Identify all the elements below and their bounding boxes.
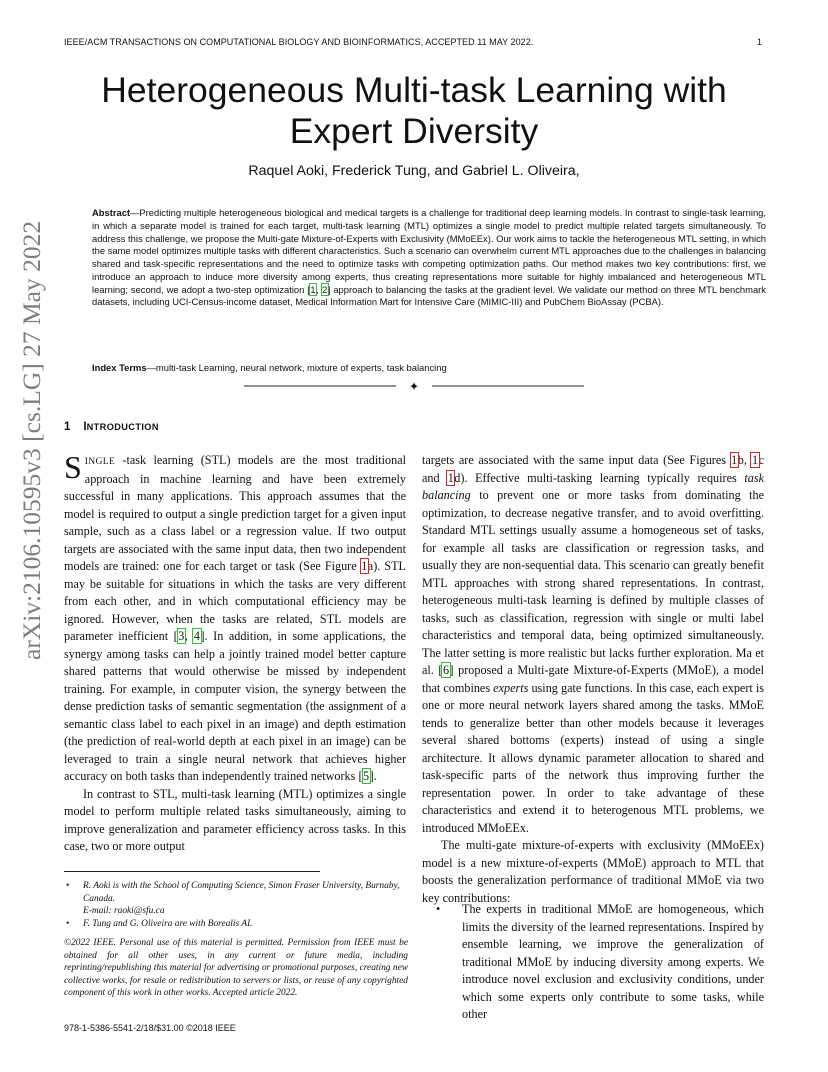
right-column xyxy=(422,452,764,907)
index-terms-label: Index Terms xyxy=(92,362,147,373)
index-terms xyxy=(92,362,766,373)
text: d). Effective multi-tasking learning typically requires xyxy=(454,470,745,485)
list-item: • The experts in traditional MMoE are homogeneous, which limits the diversity of the learned representations. Inspired by ensemble learning, we improve the generalization of traditional MMoE by inducing diversity among experts. We introduce novel exclusion and exclusivity conditions, under which some experts only contribute to some tasks, while other xyxy=(422,901,764,1024)
abstract-tail: approach to balancing the tasks at the gradient level. We validate our method on three MTL benchmark datasets, including UCI-Census-income dataset, Medical Information Mart for Intensive Care (MIMIC-III) and PubChem BioAssay (PCBA). xyxy=(92,283,766,308)
citation-link[interactable]: 3 xyxy=(178,629,185,643)
abstract-label: Abstract xyxy=(92,207,131,218)
footnote-rule xyxy=(64,871,320,872)
contribution-list xyxy=(422,901,764,1024)
text: b, xyxy=(737,453,752,467)
footnotes xyxy=(64,880,408,1000)
section-number: 1 xyxy=(64,421,71,433)
abstract-text: —Predicting multiple heterogeneous biological and medical targets is a challenge for traditional deep learning models. In contrast to single-task learning, in which a separate model is trained for each target, multi-task learning (MTL) optimizes a single model to predict multiple related targets simultaneously. To address this challenge, we propose the Multi-gate Mixture-of-Experts with Exclusivity (MMoEEx). Our work aims to tackle the heterogeneous MTL setting, in which the same model optimizes multiple tasks with different characteristics. Such a scenario can overwhelm current MTL approaches due to the challenges in balancing shared and task-specific representations and the need to optimize tasks with competing optimization paths. Our method makes two key contributions: first, we introduce an approach to induce more diversity among experts, thus creating representations more suitable for highly imbalanced and heterogeneous MTL learning; second, we adopt a two-step optimization xyxy=(92,207,766,295)
copyright-notice: ©2022 IEEE. Personal use of this material is permitted. Permission from IEEE must be obtained for all other uses, in any current or future media, including reprinting/republishing this material for advertising or promotional purposes, creating new collective works, for resale or redistribution to servers or lists, or reuse of any copyrighted component of this work in other works. Accepted article 2022. xyxy=(64,938,408,998)
paragraph xyxy=(64,449,407,786)
index-terms-text: —multi-task Learning, neural network, mixture of experts, task balancing xyxy=(146,362,447,373)
citation-link[interactable]: 1 xyxy=(310,283,316,295)
separator: , xyxy=(316,283,322,295)
text: targets are associated with the same input data (See Figures xyxy=(422,453,731,467)
emphasis: task balancing xyxy=(422,470,764,502)
small-caps-word: INGLE xyxy=(84,456,116,467)
divider-star-icon: ✦ xyxy=(408,379,420,394)
paragraph xyxy=(422,452,764,837)
citation-link[interactable]: 2 xyxy=(322,283,328,295)
text: to prevent one or more tasks from dominating the optimization, to decrease negative transfer, and to avoid overfitting. Standard MTL settings usually assume a homogeneous set of tasks, for example all tasks are classification or regression tasks, and usually they are non-sequential data. This scenario can greatly benefit MTL approaches with strong shared representations. In contrast, heterogeneous multi-task learning is defined by multiple classes of tasks, such as classification, regression with single or multi label characteristics and temporal data, being optimized simultaneously. The latter setting is more realistic but lacks further exploration. Ma et al. [ xyxy=(422,488,764,677)
paragraph: In contrast to STL, multi-task learning (MTL) optimizes a single model to perform multiple related tasks simultaneously, aiming to improve generalization and parameter efficiency across tasks. In this case, two or more output xyxy=(64,786,406,853)
section-title-initial: I xyxy=(83,421,87,433)
section-divider xyxy=(244,378,584,394)
text: using gate functions. In this case, each expert is one or more neural network layers shared among the tasks. MMoE tends to generalize better than other models because it leverages several shared bottoms (experts) instead of using a single architecture. It allows dynamic parameter allocation to shared and task-specific parts of the network thus improving further the representation power. In order to take advantage of these characteristics and extend it to heterogenous MTL problems, we introduced MMoEEx. xyxy=(422,680,765,835)
citation-link[interactable]: 5 xyxy=(363,769,370,783)
isbn-line: 978-1-5386-5541-2/18/$31.00 ©2018 IEEE xyxy=(64,1023,236,1033)
text: -task learning (STL) models are the most traditional approach in machine learning and have been extremely successful in many applications. This approach assumes that the model is required to output a single prediction target for a given input sample, such as a class label or a regression value. If two output targets are associated with the same input data, then two independent models are trained: one for each target or task (See Figure xyxy=(64,453,406,573)
figure-link[interactable]: 1 xyxy=(751,453,759,467)
running-header: IEEE/ACM TRANSACTIONS ON COMPUTATIONAL BIOLOGY AND BIOINFORMATICS, ACCEPTED 11 MAY 2022. xyxy=(64,37,534,47)
paragraph: The multi-gate mixture-of-experts with exclusivity (MMoEEx) model is a new mixture-of-experts (MMoE) approach to MTL that boosts the generalization performance of traditional MMoE via two key contributions: xyxy=(422,838,764,905)
author-list: Raquel Aoki, Frederick Tung, and Gabriel L. Oliveira, xyxy=(248,163,580,179)
figure-link[interactable]: 1 xyxy=(447,470,454,485)
section-title-rest: NTRODUCTION xyxy=(86,422,159,432)
text: ]. xyxy=(369,769,377,783)
bracket: ] xyxy=(327,283,331,295)
citation-link[interactable]: 6 xyxy=(442,663,450,677)
text: ] proposed a Multi-gate Mixture-of-Experts (MMoE), a model that combines xyxy=(422,663,764,695)
paper-title: Heterogeneous Multi-task Learning with Expert Diversity xyxy=(101,70,727,151)
emphasis: experts xyxy=(493,680,529,695)
email-text: E-mail: raoki@sfu.ca xyxy=(83,906,165,916)
citation-link[interactable]: 4 xyxy=(193,629,200,643)
drop-cap: S xyxy=(64,449,82,485)
separator: , xyxy=(184,629,194,643)
page-number: 1 xyxy=(757,37,763,47)
section-heading xyxy=(64,421,159,433)
abstract xyxy=(92,207,766,309)
figure-link[interactable]: 1 xyxy=(731,453,738,467)
footnote-item: • F. Tung and G. Oliveira are with Borealis AI. xyxy=(64,918,408,931)
text: a). STL may be suitable for situations in which the tasks are very different from each other, and in which computational efficiency may be ignored. However, when the tasks are related, STL models are parameter inefficient [ xyxy=(64,559,407,643)
left-column xyxy=(64,449,407,856)
footnote-item xyxy=(64,880,408,918)
text: R. Aoki is with the School of Computing Science, Simon Fraser University, Burnaby, Canada. xyxy=(83,881,400,904)
text: c and xyxy=(422,453,764,485)
figure-link[interactable]: 1 xyxy=(361,559,368,573)
text: ]. In addition, in some applications, the synergy among tasks can help a jointly trained model better capture shared patterns that would otherwise be missed by independent training. For example, in computer vision, the synergy between the dense prediction tasks of semantic segmentation (the assignment of a semantic class label to each pixel in an image) and depth estimation (the prediction of real-world depth at each pixel in an image) can be leveraged to train a single neural network that achieves higher accuracy on both tasks than independently trained networks [ xyxy=(64,629,407,783)
bracket: [ xyxy=(307,283,310,295)
arxiv-stamp-text: arXiv:2106.10595v3 [cs.LG] 27 May 2022 xyxy=(17,220,46,660)
